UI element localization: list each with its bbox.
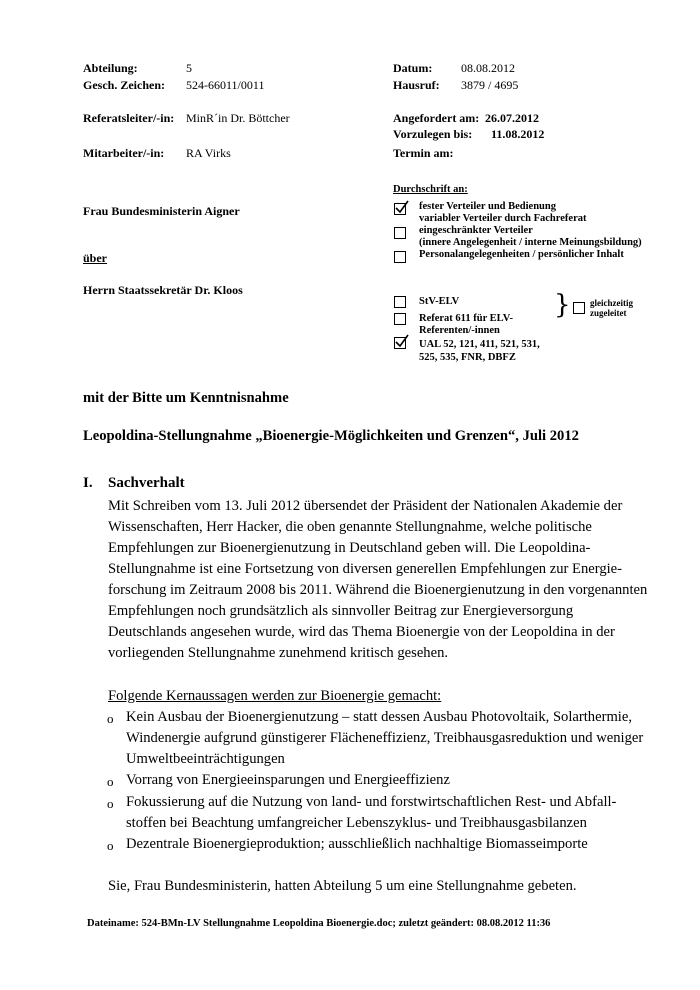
closing-sentence: Sie, Frau Bundesministerin, hatten Abteilung 5 um eine Stellungnahme gebeten. <box>108 878 577 894</box>
checkbox-referat-611[interactable] <box>394 313 406 325</box>
paragraph-line: Deutschlands angesehen wurde, wird das Thema Bioenergie von der Leopoldina in der <box>108 624 615 640</box>
vorzulegen-label: Vorzulegen bis: <box>393 127 473 141</box>
list-item-line: Kein Ausbau der Bioenergienutzung – statt dessen Ausbau Photovoltaik, Solarthermie, <box>126 709 632 725</box>
elv-item-3-line-2: 525, 535, FNR, DBFZ <box>419 352 516 363</box>
bullet-icon: o <box>107 838 114 853</box>
paragraph-line: Empfehlungen zur Bioenergienutzung in Deutschland geben will. Die Leopoldina- <box>108 540 591 556</box>
elv-item-2-line-2: Referenten/-innen <box>419 325 500 336</box>
list-item-line: Vorrang von Energieeinsparungen und Energieeffizienz <box>126 772 450 788</box>
section-number: I. <box>83 475 93 491</box>
paragraph-line: Empfehlungen noch grundsätzlich als sinnvoller Beitrag zur Energieversorgung <box>108 603 574 619</box>
bullet-icon: o <box>107 774 114 789</box>
durchschrift-title: Durchschrift an: <box>393 184 468 195</box>
list-item <box>126 792 671 834</box>
check-icon <box>394 333 410 349</box>
paragraph-line: vorliegenden Stellungnahme zunehmend kritisch gesehen. <box>108 645 449 661</box>
addressee-state-secretary: Herrn Staatssekretär Dr. Kloos <box>83 283 243 297</box>
elv-item-1-line-1: StV-ELV <box>419 296 460 307</box>
verteiler-item-3-line-1: Personalangelegenheiten / persönlicher Inhalt <box>419 249 624 260</box>
checkbox-personalangelegenheiten[interactable] <box>394 251 406 263</box>
paragraph-line: forschung im Zeitraum 2008 bis 2011. Während die Bioenergienutzung in den vorgenannten <box>108 582 648 598</box>
elv-item-3-line-1: UAL 52, 121, 411, 521, 531, <box>419 339 540 350</box>
referatsleiter-value: MinR´in Dr. Böttcher <box>186 111 290 125</box>
checkbox-gleichzeitig-zugeleitet[interactable] <box>573 302 585 314</box>
check-icon <box>394 199 410 215</box>
referatsleiter-label: Referatsleiter/-in: <box>83 111 175 125</box>
sachverhalt-paragraph <box>108 496 668 664</box>
checkbox-ual[interactable] <box>394 337 406 349</box>
paragraph-line: Wissenschaften, Herr Hacker, die oben genannte Stellungnahme, welche politische <box>108 519 592 535</box>
verteiler-item-2-line-2: (innere Angelegenheit / interne Meinungsbildung) <box>419 237 642 248</box>
gesch-zeichen-label: Gesch. Zeichen: <box>83 78 165 92</box>
abteilung-label: Abteilung: <box>83 61 138 75</box>
gleichzeitig-label-2: zugeleitet <box>590 308 627 318</box>
gleichzeitig-label-1: gleichzeitig <box>590 298 633 308</box>
termin-label: Termin am: <box>393 146 454 160</box>
list-item-line: Fokussierung auf die Nutzung von land- und forstwirtschaftlichen Rest- und Abfall- <box>126 794 617 810</box>
subject-line: Leopoldina-Stellungnahme „Bioenergie-Möglichkeiten und Grenzen“, Juli 2012 <box>83 428 579 444</box>
list-item-line: stoffen bei Beachtung umfangreicher Lebenszyklus- und Treibhausgasbilanzen <box>126 815 587 831</box>
checkbox-stv-elv[interactable] <box>394 296 406 308</box>
angefordert-value: 26.07.2012 <box>485 111 539 125</box>
list-item-line: Dezentrale Bioenergieproduktion; ausschließlich nachhaltige Biomasseimporte <box>126 836 588 852</box>
bullet-icon: o <box>107 796 114 811</box>
checkbox-fester-verteiler[interactable] <box>394 203 406 215</box>
paragraph-line: Mit Schreiben vom 13. Juli 2012 übersendet der Präsident der Nationalen Akademie der <box>108 498 623 514</box>
addressee-minister: Frau Bundesministerin Aigner <box>83 204 240 218</box>
list-item <box>126 834 588 855</box>
mitarbeiter-value: RA Virks <box>186 146 231 160</box>
request-line: mit der Bitte um Kenntnisnahme <box>83 390 289 406</box>
kernaussagen-heading: Folgende Kernaussagen werden zur Bioenergie gemacht: <box>108 688 442 704</box>
verteiler-item-1-line-1: fester Verteiler und Bedienung <box>419 201 556 212</box>
list-item-line: Umweltbeeinträchtigungen <box>126 751 285 767</box>
gesch-zeichen-value: 524-66011/0011 <box>186 78 265 92</box>
verteiler-item-1-line-2: variabler Verteiler durch Fachreferat <box>419 213 587 224</box>
mitarbeiter-label: Mitarbeiter/-in: <box>83 146 165 160</box>
vorzulegen-value: 11.08.2012 <box>491 127 545 141</box>
section-title: Sachverhalt <box>108 475 185 491</box>
hausruf-label: Hausruf: <box>393 78 440 92</box>
list-item <box>126 707 671 770</box>
elv-item-2-line-1: Referat 611 für ELV- <box>419 313 514 324</box>
curly-brace-icon: } <box>554 290 571 320</box>
hausruf-value: 3879 / 4695 <box>461 78 519 92</box>
datum-label: Datum: <box>393 61 433 75</box>
checkbox-eingeschraenkter-verteiler[interactable] <box>394 227 406 239</box>
paragraph-line: Stellungnahme ist eine Fortsetzung von diversen generellen Empfehlungen zur Energie- <box>108 561 623 577</box>
footer-filename: Dateiname: 524-BMn-LV Stellungnahme Leopoldina Bioenergie.doc; zuletzt geändert: 08.08.2012 11:36 <box>87 918 551 929</box>
abteilung-value: 5 <box>186 61 192 75</box>
angefordert-label: Angefordert am: <box>393 111 480 125</box>
via-label: über <box>83 251 107 265</box>
list-item <box>126 770 450 791</box>
datum-value: 08.08.2012 <box>461 61 515 75</box>
verteiler-item-2-line-1: eingeschränkter Verteiler <box>419 225 533 236</box>
list-item-line: Windenergie aufgrund günstigerer Flächeneffizienz, Treibhausgasreduktion und weniger <box>126 730 644 746</box>
bullet-icon: o <box>107 711 114 726</box>
